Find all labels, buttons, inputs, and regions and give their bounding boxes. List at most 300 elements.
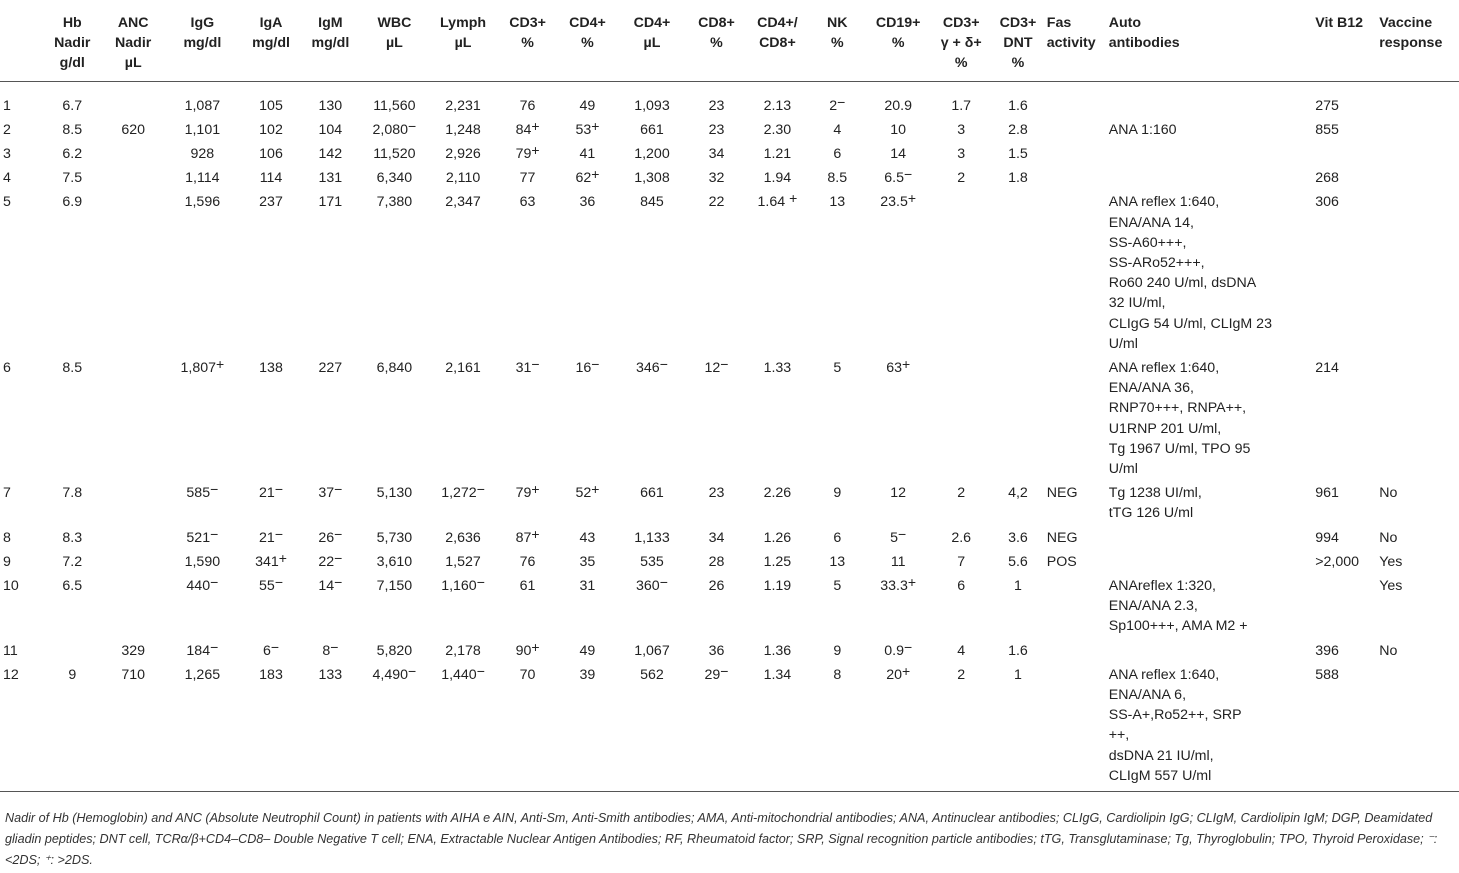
cell-nk [808,140,866,164]
cell-vac [1376,524,1459,548]
cell-dnt [992,548,1044,572]
cell-value: 11,560 [373,97,416,114]
cell-value: 55 [259,577,275,594]
cell-anc [103,661,163,792]
cell-dnt [992,188,1044,354]
cell-value: 8.5 [62,121,83,138]
cell-hb [41,140,103,164]
cell-value: 32 [708,170,725,187]
table-row [0,81,1459,116]
table-row [0,524,1459,548]
column-header-line: CD8+ [698,15,735,31]
cell-value: 360 [636,577,660,594]
cell-igg [163,81,241,116]
column-header-line: Auto [1108,15,1142,31]
cell-value: 90 [515,642,532,659]
significance-marker: − [903,166,913,183]
cell-value: 1,596 [184,194,221,211]
column-header-auto [1106,4,1313,81]
cell-lymph [428,116,497,140]
cell-value: 12 [3,666,19,683]
cell-value: 61 [519,577,536,594]
cell-value: 1.64 [757,194,790,211]
cell-hb [41,572,103,637]
cell-value: 585 [186,485,211,502]
cell-igg [163,164,241,188]
significance-marker: + [907,573,917,590]
cell-value: 171 [318,194,343,211]
cell-value: 13 [829,194,846,211]
cell-igg [163,479,241,523]
cell-hb [41,479,103,523]
cell-b12 [1312,164,1376,188]
cell-cd19 [866,188,930,354]
column-header-anc [103,4,163,81]
cell-gd [930,548,992,572]
table-row [0,661,1459,792]
cell-cd8 [687,354,747,479]
cell-b12 [1312,661,1376,792]
cell-value: 130 [318,97,343,114]
significance-marker: + [531,638,540,655]
cell-fas [1044,524,1106,548]
cell-ratio [746,188,808,354]
cell-value: 26 [708,577,725,594]
cell-vac [1376,548,1459,572]
cell-wbc [360,524,428,548]
cell-value: 1,067 [634,642,670,659]
cell-igm [300,637,360,661]
cell-hb [41,548,103,572]
column-header-fas [1044,4,1106,81]
cell-value: 1.26 [763,529,792,546]
cell-value: 105 [259,97,283,114]
cell-auto [1106,81,1313,116]
cell-cd4u [617,116,686,140]
table-header [0,4,1459,81]
column-header-line: % [891,35,905,51]
cell-lymph [428,661,497,792]
cell-value: 346 [636,359,660,376]
column-header-line: ANC [117,15,149,31]
table-row [0,572,1459,637]
cell-dnt [992,524,1044,548]
significance-marker: + [907,190,917,207]
cell-auto [1106,354,1313,479]
column-header-line: antibodies [1108,35,1180,51]
cell-value: 8.3 [62,529,83,546]
column-header-lymph [428,4,497,81]
cell-value: 2,347 [445,194,481,211]
cell-value: 133 [318,666,343,683]
cell-value: 12 [890,485,907,502]
significance-marker: − [210,481,219,498]
table-row [0,548,1459,572]
cell-value: 7.5 [62,170,83,187]
cell-value: 41 [579,145,596,162]
cell-value: 23 [708,485,725,502]
cell-fas [1044,188,1106,354]
cell-value: 1.19 [763,577,792,594]
significance-marker: − [531,355,540,372]
cell-value: 1.7 [951,97,972,114]
cell-value: 14 [890,145,907,162]
cell-ratio [746,548,808,572]
cell-cd4u [617,164,686,188]
cell-cd19 [866,524,930,548]
cell-value: 20 [886,666,902,683]
significance-marker: − [476,573,485,590]
cell-igg [163,572,241,637]
table-row [0,188,1459,354]
cell-value: 6,840 [376,359,413,376]
cell-b12 [1312,188,1376,354]
cell-value: 661 [640,485,664,502]
cell-gd [930,140,992,164]
cell-wbc [360,637,428,661]
cell-value: 131 [318,170,343,187]
cell-value: >2,000 [1315,553,1360,570]
cell-value: 9 [3,553,11,570]
significance-marker: + [278,549,287,566]
cell-igm [300,572,360,637]
cell-cd3 [498,661,558,792]
cell-wbc [360,116,428,140]
cell-value: ANAreflex 1:320, ENA/ANA 2.3, Sp100+++, AMA M2 + [1108,577,1248,635]
cell-ratio [746,140,808,164]
column-header-line: mg/dl [311,35,350,51]
cell-id [0,164,41,188]
cell-cd19 [866,354,930,479]
cell-value: 76 [519,553,536,570]
cell-value: No [1379,529,1398,546]
column-header-line: µL [454,35,472,51]
table-row [0,354,1459,479]
cell-iga [242,637,301,661]
cell-cd4u [617,81,686,116]
column-header-cd8 [687,4,747,81]
cell-value: 16 [575,359,592,376]
cell-cd3 [498,637,558,661]
column-header-line: % [954,55,968,71]
cell-value: 1 [3,97,11,114]
cell-value: 845 [640,194,664,211]
cell-value: 227 [318,359,343,376]
column-header-line: CD8+ [759,35,796,51]
cell-value: 6.9 [62,194,83,211]
immunology-table [0,4,1459,792]
cell-ratio [746,661,808,792]
cell-cd4p [558,188,618,354]
cell-cd8 [687,81,747,116]
cell-value: 2 [829,97,838,114]
cell-value: 8 [833,666,842,683]
cell-value: 2.13 [763,97,792,114]
significance-marker: + [531,117,540,134]
cell-value: 104 [318,121,343,138]
cell-igg [163,548,241,572]
cell-value: 6 [262,642,271,659]
cell-value: 1.8 [1008,170,1028,187]
cell-vac [1376,637,1459,661]
cell-cd4p [558,140,618,164]
cell-cd19 [866,572,930,637]
cell-value: 138 [259,359,283,376]
cell-value: 2 [957,666,966,683]
cell-value: 28 [708,553,725,570]
cell-igg [163,354,241,479]
cell-value: 183 [259,666,283,683]
cell-value: 33.3 [880,577,908,594]
cell-dnt [992,637,1044,661]
cell-value: 8 [322,642,331,659]
cell-value: Tg 1238 UI/ml, tTG 126 U/ml [1108,485,1202,522]
column-header-iga [242,4,301,81]
column-header-id [0,4,41,81]
column-header-line: CD4+ [633,15,671,31]
cell-fas [1044,548,1106,572]
cell-dnt [992,164,1044,188]
cell-lymph [428,81,497,116]
column-header-line: % [1011,55,1025,71]
cell-cd4u [617,140,686,164]
cell-iga [242,524,301,548]
column-header-line: CD3+ [942,15,980,31]
cell-cd4p [558,524,618,548]
cell-value: 2 [3,121,11,138]
cell-igm [300,140,360,164]
column-header-line: CD4+ [569,15,606,31]
cell-value: 34 [708,145,725,162]
cell-cd3 [498,164,558,188]
cell-cd8 [687,572,747,637]
table-row [0,164,1459,188]
column-header-line: WBC [377,15,412,31]
cell-auto [1106,661,1313,792]
column-header-line: µL [385,35,403,51]
cell-gd [930,354,992,479]
cell-value: 5 [3,194,11,211]
cell-iga [242,661,301,792]
cell-cd4p [558,548,618,572]
table-row [0,479,1459,523]
cell-anc [103,164,163,188]
cell-fas [1044,354,1106,479]
cell-value: 62 [575,170,592,187]
cell-value: 440 [186,577,211,594]
significance-marker: − [591,355,600,372]
cell-value: 214 [1315,359,1339,376]
cell-id [0,140,41,164]
cell-value: 21 [259,485,275,502]
cell-value: 23.5 [880,194,908,211]
column-header-wbc [360,4,428,81]
significance-marker: + [591,117,600,134]
cell-value: 1,527 [445,553,481,570]
cell-fas [1044,637,1106,661]
cell-value: 2,178 [445,642,481,659]
cell-vac [1376,354,1459,479]
column-header-igg [163,4,241,81]
cell-value: 26 [318,529,335,546]
cell-value: 114 [259,170,283,187]
significance-marker: + [901,662,911,679]
cell-wbc [360,81,428,116]
cell-iga [242,164,301,188]
column-header-line: Vaccine [1379,15,1433,31]
significance-marker: − [837,93,846,110]
cell-ratio [746,354,808,479]
column-header-dnt [992,4,1044,81]
cell-b12 [1312,354,1376,479]
cell-fas [1044,140,1106,164]
cell-value: 1 [1014,577,1022,594]
cell-value: 6 [833,145,842,162]
cell-cd4p [558,479,618,523]
cell-value: 79 [515,145,532,162]
cell-value: 20.9 [884,97,912,114]
cell-auto [1106,637,1313,661]
cell-value: 2 [957,170,966,187]
significance-marker: + [591,481,600,498]
column-header-line: CD19+ [875,15,921,31]
significance-marker: + [531,525,540,542]
cell-value: 275 [1315,97,1339,114]
cell-value: 4 [833,121,842,138]
cell-cd19 [866,637,930,661]
cell-vac [1376,81,1459,116]
cell-value: 4,490 [372,666,409,683]
column-header-line: mg/dl [252,35,290,51]
cell-value: 10 [890,121,907,138]
cell-lymph [428,354,497,479]
cell-wbc [360,479,428,523]
cell-gd [930,479,992,523]
cell-igg [163,637,241,661]
cell-id [0,479,41,523]
cell-value: 6.5 [884,170,904,187]
cell-anc [103,188,163,354]
cell-nk [808,572,866,637]
cell-value: 1.94 [763,170,792,187]
cell-value: 1.5 [1008,145,1028,162]
column-header-b12 [1312,4,1376,81]
cell-value: 84 [515,121,532,138]
cell-id [0,524,41,548]
cell-igm [300,661,360,792]
cell-value: 2,161 [445,359,481,376]
significance-marker: − [334,525,343,542]
cell-b12 [1312,548,1376,572]
cell-cd19 [866,661,930,792]
cell-value: 4 [3,170,11,187]
cell-nk [808,524,866,548]
cell-value: ANA reflex 1:640, ENA/ANA 14, SS-A60+++, SS-ARo52+++, Ro60 240 U/ml, dsDNA 32 IU/ml, CLIgG 54 U/ml, CLIgM 23 U/ml [1108,194,1272,352]
cell-igm [300,524,360,548]
cell-value: 8.5 [62,359,83,376]
cell-dnt [992,572,1044,637]
cell-cd4p [558,164,618,188]
column-header-line: IgA [259,15,283,31]
cell-value: 1.21 [763,145,792,162]
cell-cd4u [617,637,686,661]
cell-iga [242,140,301,164]
cell-id [0,81,41,116]
cell-auto [1106,572,1313,637]
column-header-ratio [746,4,808,81]
cell-value: 35 [579,553,596,570]
cell-value: 928 [190,145,215,162]
cell-value: 5 [833,359,842,376]
cell-value: 521 [186,529,211,546]
column-header-line: activity [1046,35,1096,51]
cell-dnt [992,140,1044,164]
cell-value: 562 [640,666,664,683]
table-row [0,116,1459,140]
cell-value: 855 [1315,121,1339,138]
cell-fas [1044,572,1106,637]
cell-cd4u [617,661,686,792]
cell-igg [163,661,241,792]
column-header-cd3 [498,4,558,81]
column-header-hb [41,4,103,81]
significance-marker: − [334,549,343,566]
cell-dnt [992,661,1044,792]
cell-value: ANA 1:160 [1108,121,1177,138]
cell-id [0,188,41,354]
column-header-line: IgG [190,15,215,31]
cell-cd8 [687,524,747,548]
column-header-line: g/dl [59,55,85,71]
column-header-line: NK [827,15,848,31]
cell-cd19 [866,140,930,164]
significance-marker: + [591,166,600,183]
cell-iga [242,548,301,572]
cell-value: 7,380 [376,194,413,211]
cell-value: 237 [259,194,283,211]
significance-marker: + [789,190,798,207]
column-header-cd4u [617,4,686,81]
cell-igm [300,479,360,523]
column-header-line: CD4+/ [757,15,798,31]
significance-marker: − [720,662,729,679]
cell-cd4u [617,354,686,479]
cell-gd [930,524,992,548]
cell-value: 2.6 [951,529,972,546]
cell-ratio [746,637,808,661]
cell-hb [41,116,103,140]
cell-value: 7.2 [62,553,83,570]
cell-value: Yes [1379,577,1403,594]
cell-igm [300,548,360,572]
cell-value: 53 [575,121,592,138]
cell-auto [1106,188,1313,354]
column-header-cd4p [558,4,618,81]
cell-value: 2,926 [445,145,481,162]
cell-b12 [1312,572,1376,637]
significance-marker: − [659,355,668,372]
cell-value: 77 [519,170,536,187]
significance-marker: − [210,573,219,590]
cell-gd [930,661,992,792]
cell-value: 3.6 [1008,529,1028,546]
column-header-line: µL [643,35,661,51]
cell-value: 102 [259,121,283,138]
significance-marker: − [720,355,729,372]
cell-nk [808,164,866,188]
cell-value: ANA reflex 1:640, ENA/ANA 6, SS-A+,Ro52++, SRP ++, dsDNA 21 IU/ml, CLIgM 557 U/ml [1108,666,1242,784]
column-header-gd [930,4,992,81]
